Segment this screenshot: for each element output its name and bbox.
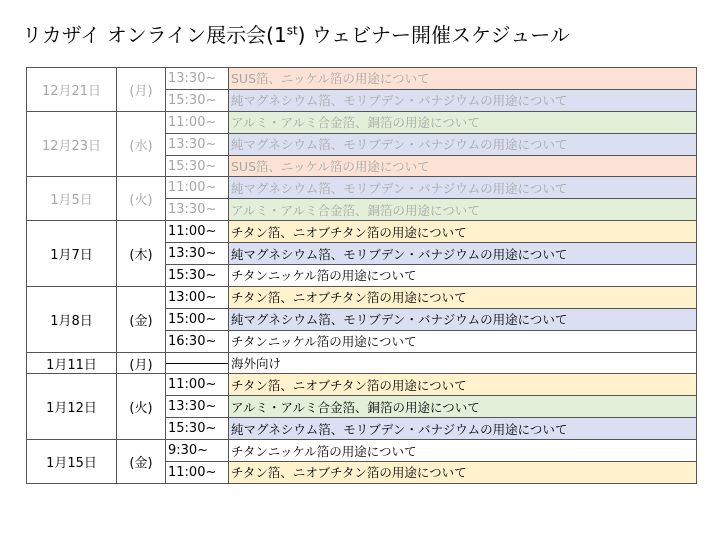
weekday-cell: (水) (117, 111, 166, 177)
date-cell: 12月21日 (27, 68, 117, 112)
schedule-row (27, 111, 697, 133)
topic-cell: チタン箔、ニオブチタン箔の用途について (229, 374, 697, 396)
time-cell: 11:00~ (166, 177, 229, 199)
date-cell: 1月7日 (27, 221, 117, 287)
time-cell: 15:30~ (166, 265, 229, 287)
time-cell: 13:00~ (166, 286, 229, 308)
topic-cell: チタン箔、ニオブチタン箔の用途について (229, 221, 697, 243)
time-cell: 15:30~ (166, 155, 229, 177)
time-cell: 13:30~ (166, 199, 229, 221)
weekday-cell: (木) (117, 221, 166, 287)
topic-cell: チタン箔、ニオブチタン箔の用途について (229, 462, 697, 484)
topic-cell: 純マグネシウム箔、モリブデン・バナジウムの用途について (229, 418, 697, 440)
weekday-cell: (火) (117, 374, 166, 440)
date-cell: 12月23日 (27, 111, 117, 177)
time-cell: 13:30~ (166, 68, 229, 90)
time-cell: 15:30~ (166, 418, 229, 440)
weekday-cell: (月) (117, 352, 166, 374)
time-cell: 16:30~ (166, 330, 229, 352)
time-cell: 13:30~ (166, 243, 229, 265)
time-cell-empty (166, 352, 229, 374)
topic-cell: チタンニッケル箔の用途について (229, 440, 697, 462)
schedule-row (27, 177, 697, 199)
topic-cell: アルミ・アルミ合金箔、銅箔の用途について (229, 396, 697, 418)
topic-cell: 純マグネシウム箔、モリブデン・バナジウムの用途について (229, 308, 697, 330)
time-cell: 15:30~ (166, 89, 229, 111)
topic-cell: 純マグネシウム箔、モリブデン・バナジウムの用途について (229, 243, 697, 265)
page-title-sup: st (286, 23, 298, 38)
weekday-cell: (月) (117, 68, 166, 112)
divider-line (166, 363, 229, 364)
time-cell: 11:00~ (166, 374, 229, 396)
weekday-cell: (金) (117, 286, 166, 352)
topic-cell: アルミ・アルミ合金箔、銅箔の用途について (229, 199, 697, 221)
time-cell: 11:00~ (166, 462, 229, 484)
weekday-cell: (金) (117, 440, 166, 484)
topic-cell: アルミ・アルミ合金箔、銅箔の用途について (229, 111, 697, 133)
topic-cell: SUS箔、ニッケル箔の用途について (229, 68, 697, 90)
topic-cell: 純マグネシウム箔、モリブデン・バナジウムの用途について (229, 89, 697, 111)
topic-cell: SUS箔、ニッケル箔の用途について (229, 155, 697, 177)
topic-cell: 純マグネシウム箔、モリブデン・バナジウムの用途について (229, 133, 697, 155)
schedule-row (27, 286, 697, 308)
schedule-body (27, 68, 697, 484)
time-cell: 15:00~ (166, 308, 229, 330)
schedule-row (27, 440, 697, 462)
schedule-row (27, 68, 697, 90)
time-cell: 13:30~ (166, 133, 229, 155)
page-title (22, 20, 570, 50)
topic-cell: チタン箔、ニオブチタン箔の用途について (229, 286, 697, 308)
time-cell: 13:30~ (166, 396, 229, 418)
schedule-row (27, 221, 697, 243)
date-cell: 1月11日 (27, 352, 117, 374)
date-cell: 1月12日 (27, 374, 117, 440)
page-title-rest: ) ウェビナー開催スケジュール (297, 23, 570, 47)
topic-cell: 純マグネシウム箔、モリブデン・バナジウムの用途について (229, 177, 697, 199)
topic-cell: チタンニッケル箔の用途について (229, 330, 697, 352)
topic-cell: チタンニッケル箔の用途について (229, 265, 697, 287)
weekday-cell: (火) (117, 177, 166, 221)
date-cell: 1月5日 (27, 177, 117, 221)
date-cell: 1月15日 (27, 440, 117, 484)
overseas-cell: 海外向け (229, 352, 697, 374)
time-cell: 11:00~ (166, 221, 229, 243)
webinar-schedule-table (26, 67, 697, 484)
schedule-row (27, 374, 697, 396)
page-title-main: リカザイ オンライン展示会(1 (22, 23, 287, 47)
time-cell: 9:30~ (166, 440, 229, 462)
date-cell: 1月8日 (27, 286, 117, 352)
time-cell: 11:00~ (166, 111, 229, 133)
